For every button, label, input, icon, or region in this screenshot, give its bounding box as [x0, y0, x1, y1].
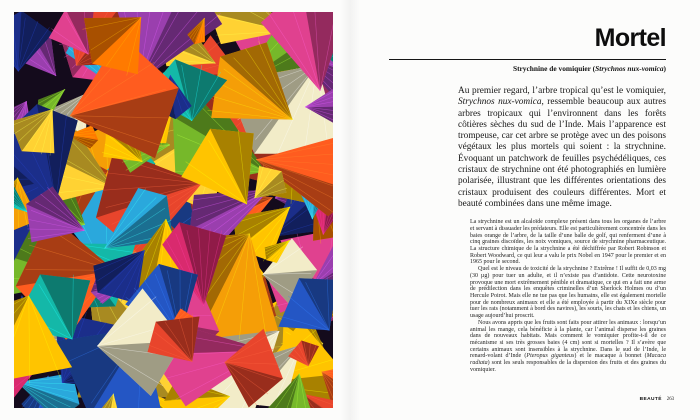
detail-paragraph: Quel est le niveau de toxicité de la strychnine ? Extrême ! Il suffit de 0,03 mg (30 µg) pour tuer un adulte, et il n’existe pas d’antidote. Cette neurotoxine provoque une mort extrêmement pénible et dramatique, ce qui en a fait une arme de prédilection dans les enquêtes criminelles d’un Sherlock Holmes ou d’un Hercule Poirot. Mais elle ne tue pas que les humains, elle est également mortelle pour de nombreux animaux et elle a été employée à partir du XIXe siècle pour tuer les rats (notamment à bord des navires), les souris, les chats et les chiens, un usage aujourd’hui proscrit. [470, 266, 666, 320]
crystal-photo [14, 12, 333, 408]
section-label: BEAUTÉ [639, 397, 662, 402]
page-number: 263 [666, 397, 674, 402]
subtitle-suffix: ) [663, 64, 666, 73]
right-page [389, 0, 666, 373]
subtitle-prefix: Strychnine de vomiquier ( [512, 64, 596, 73]
subtitle-latin-name: Strychnos nux-vomica [595, 64, 664, 73]
detail-paragraph: La strychnine est un alcaloïde complexe présent dans tous les organes de l’arbre et servant à dissuader les prédateurs. Elle est particulièrement concentrée dans les baies orange de l’arbre, de la taille d’une balle de golf, qui renferment d’une à cinq graines discoïdes, les noix vomiques, source de strychnine pharmaceutique. La structure chimique de la strychnine a été déchiffrée par Robert Robinson et Robert Woodward, ce qui leur a valu le prix Nobel en 1947 pour le premier et en 1965 pour le second. [470, 219, 666, 266]
detail-paragraph: Nous avons appris que les fruits sont faits pour attirer les animaux : lorsqu’un animal les mange, cela bénéficie à la plante, car l’animal disperse les graines dans de nouveaux habitats. Mais comment le vomiquier profite-t-il de ce mécanisme si ses très grosses baies (4 cm) sont si mortelles ? Il s’avère que certains animaux sont insensibles à la strychnine. Dans le sud de l’Inde, le renard-volant d’Inde (Pteropus giganteus) et le macaque à bonnet (Macaca radiata) sont les seuls responsables de la dispersion des fruits et des graines du vomiquier. [470, 319, 666, 373]
detail-text [470, 219, 666, 373]
intro-paragraph: Au premier regard, l’arbre tropical qu’est le vomiquier, Strychnos nux-vomica, ressemble beaucoup aux autres arbres tropicaux qui l’environnent dans les forêts côtières sèches du sud de l’Inde. Mais l’apparence est trompeuse, car cet arbre se protège avec un des poisons végétaux les plus mortels qui soient : la strychnine. Évoquant un patchwork de feuilles psychédéliques, ces cristaux de strychnine ont été photographiés en lumière polarisée, illustrant que les différentes orientations des cristaux produisent des couleurs différentes. Mort et beauté combinées dans une même image. [458, 86, 666, 209]
chapter-title: Mortel [594, 24, 666, 52]
chapter-subtitle [389, 64, 666, 73]
page-footer [640, 397, 674, 402]
page-gutter [340, 0, 360, 420]
crystal-photo-svg [14, 12, 333, 408]
title-rule [389, 59, 666, 60]
